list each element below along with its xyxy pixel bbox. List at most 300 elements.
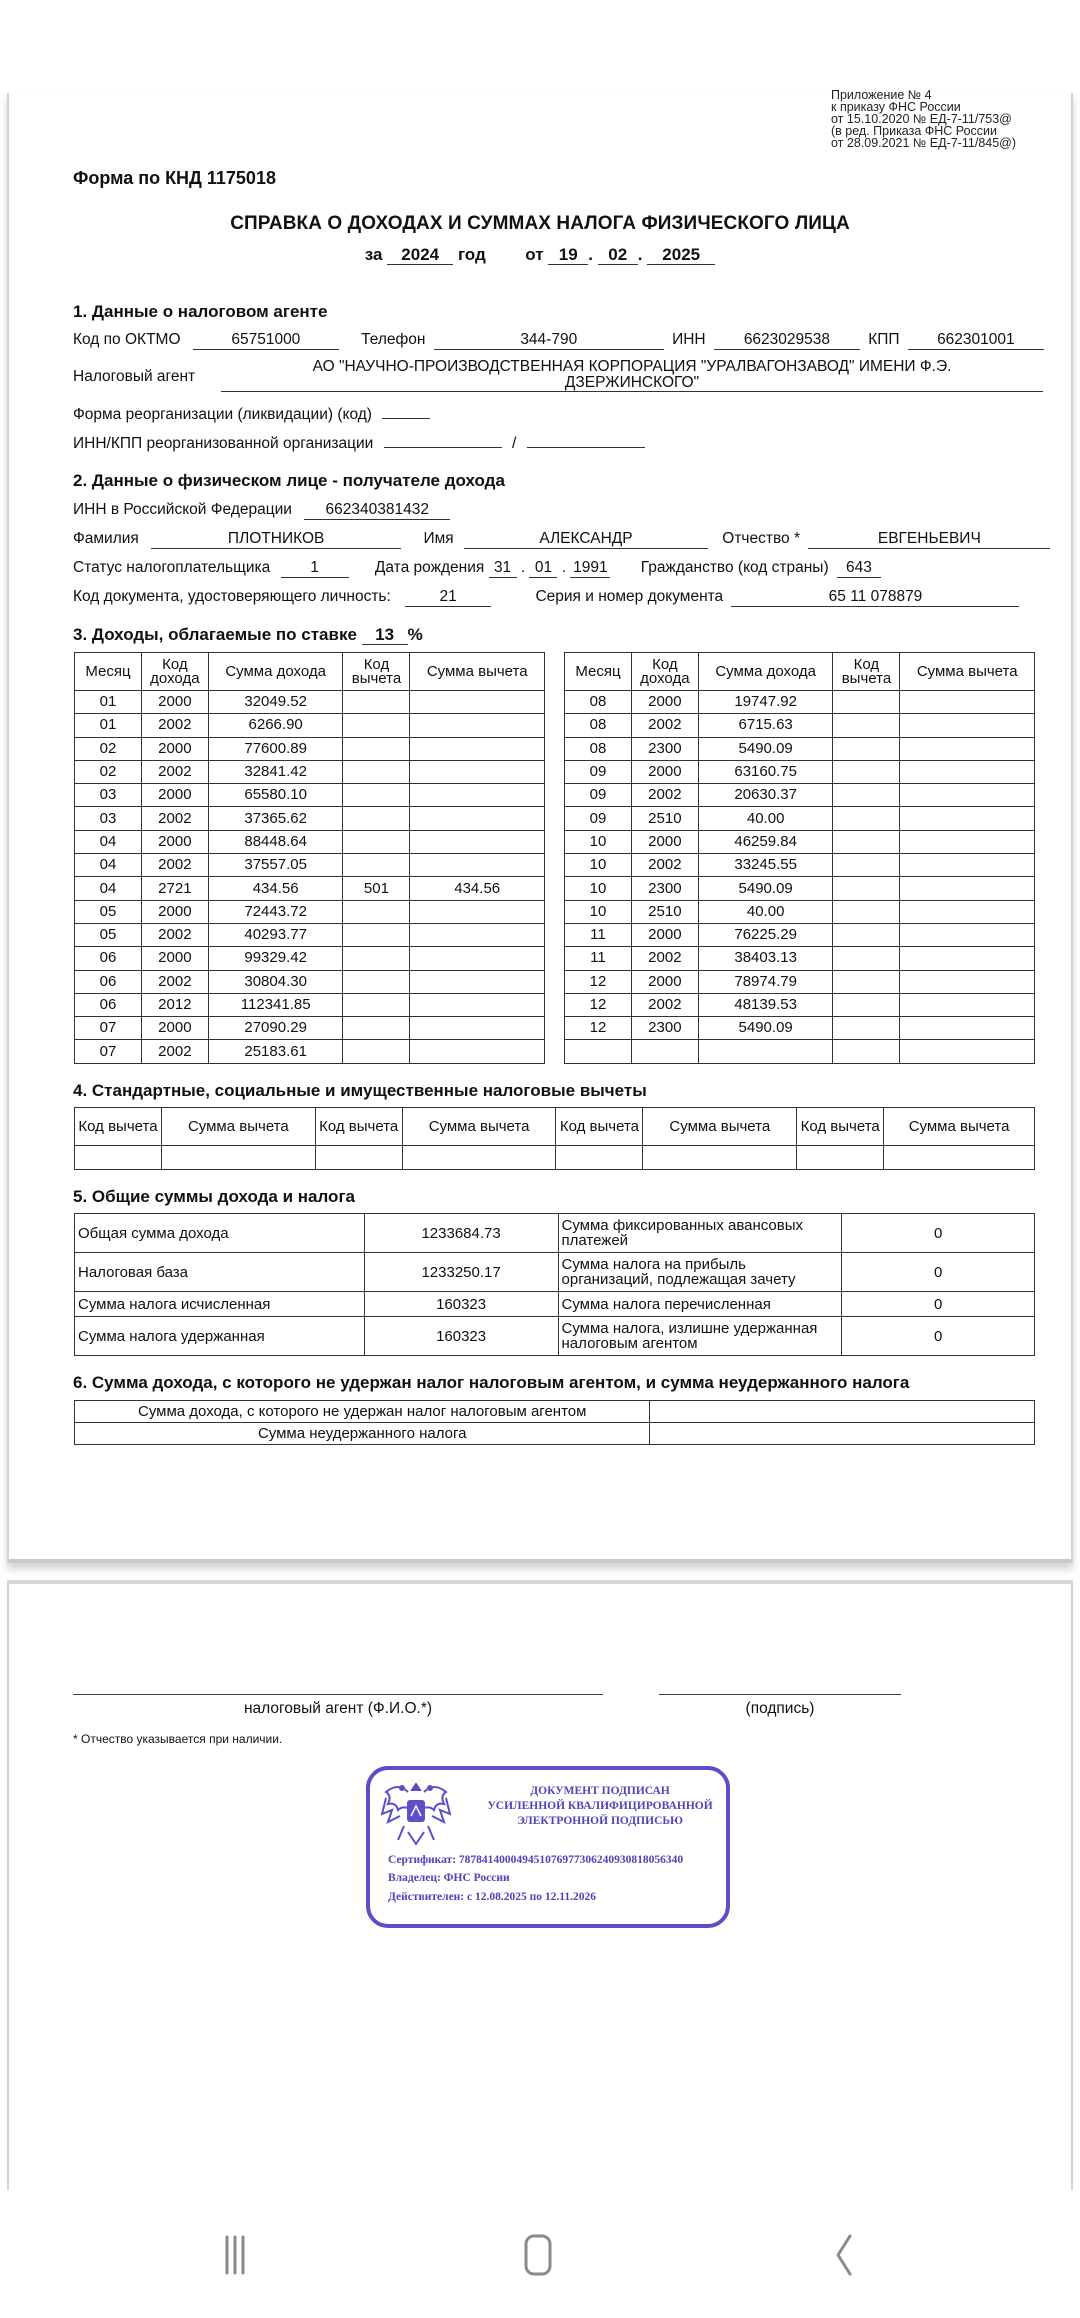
back-button[interactable] — [812, 2230, 872, 2280]
agent-kpp-value: 662301001 — [908, 331, 1044, 350]
section-5-title: 5. Общие суммы дохода и налога — [73, 1187, 355, 1206]
deduction-code-cell — [343, 1017, 410, 1040]
income-amount-cell: 5490.09 — [698, 737, 833, 760]
russian-coat-of-arms-icon — [378, 1776, 454, 1848]
month-cell: 04 — [75, 854, 142, 877]
person-status-row: Статус налогоплательщика 1 Дата рождения 31 . 01 . 1991 Гражданство (код страны) 643 — [73, 559, 881, 578]
tax-overwithheld-value: 0 — [842, 1317, 1035, 1356]
deduction-amount-cell — [410, 900, 545, 923]
identity-doc-row: Код документа, удостоверяющего личность: 21 Серия и номер документа 65 11 078879 — [73, 588, 1019, 607]
table-row — [565, 947, 1035, 970]
income-amount-cell: 72443.72 — [208, 900, 343, 923]
home-button[interactable] — [508, 2230, 568, 2280]
reorg-form-row: Форма реорганизации (ликвидации) (код) — [73, 406, 430, 424]
section-3-title: 3. Доходы, облагаемые по ставке 13 % — [73, 625, 423, 644]
doc-number-value: 65 11 078879 — [731, 588, 1019, 607]
deduction-code-cell — [343, 830, 410, 853]
income-amount-cell: 77600.89 — [208, 737, 343, 760]
income-amount-cell: 37365.62 — [208, 807, 343, 830]
income-amount-cell: 5490.09 — [698, 1017, 833, 1040]
income-code-cell: 2000 — [141, 691, 208, 714]
income-code-cell: 2002 — [141, 807, 208, 830]
table-row — [75, 900, 545, 923]
income-amount-cell: 88448.64 — [208, 830, 343, 853]
stamp-header: ДОКУМЕНТ ПОДПИСАН УСИЛЕННОЙ КВАЛИФИЦИРОВАННОЙ ЭЛЕКТРОННОЙ ПОДПИСЬЮ — [487, 1785, 713, 1827]
income-table-left — [74, 652, 545, 1064]
reorg-inn-row: ИНН/КПП реорганизованной организации / — [73, 435, 645, 453]
unwithheld-income-value — [650, 1401, 1035, 1423]
table-row — [565, 807, 1035, 830]
income-code-cell: 2002 — [141, 760, 208, 783]
profit-tax-offset-label: Сумма налога на прибыль организаций, подлежащая зачету — [558, 1253, 842, 1292]
annex-line: Приложение № 4 — [831, 88, 932, 102]
month-cell: 08 — [565, 737, 632, 760]
deduction-code-cell — [833, 854, 900, 877]
income-code-cell: 2000 — [141, 900, 208, 923]
deduction-code-cell — [343, 1040, 410, 1063]
month-cell: 03 — [75, 784, 142, 807]
income-code-cell: 2300 — [631, 737, 698, 760]
income-code-cell: 2012 — [141, 993, 208, 1016]
fixed-advance-value: 0 — [842, 1214, 1035, 1253]
deduction-amount-cell — [900, 970, 1035, 993]
income-code-cell: 2002 — [141, 714, 208, 737]
month-cell: 06 — [75, 993, 142, 1016]
deduction-code-cell: 501 — [343, 877, 410, 900]
month-cell: 03 — [75, 807, 142, 830]
income-amount-cell: 25183.61 — [208, 1040, 343, 1063]
month-cell: 07 — [75, 1040, 142, 1063]
document-title: СПРАВКА О ДОХОДАХ И СУММАХ НАЛОГА ФИЗИЧЕСКОГО ЛИЦА — [230, 213, 850, 234]
col-deduction-amount: Сумма вычета — [900, 653, 1035, 691]
income-code-cell: 2510 — [631, 807, 698, 830]
person-inn-value: 662340381432 — [304, 501, 450, 520]
deduction-code-cell — [833, 830, 900, 853]
deduction-amount-cell — [900, 923, 1035, 946]
col-deduction-amount: Сумма вычета — [161, 1108, 315, 1146]
agent-name-value: АО "НАУЧНО-ПРОИЗВОДСТВЕННАЯ КОРПОРАЦИЯ "УРАЛВАГОНЗАВОД" ИМЕНИ Ф.Э. ДЗЕРЖИНСКОГО" — [221, 359, 1043, 392]
month-cell: 08 — [565, 691, 632, 714]
table-row — [565, 784, 1035, 807]
agent-name-label: Налоговый агент — [73, 368, 196, 385]
table-row — [75, 1146, 1035, 1170]
deduction-code-cell — [343, 947, 410, 970]
income-code-cell: 2300 — [631, 1017, 698, 1040]
home-icon — [516, 2232, 560, 2278]
month-cell: 07 — [75, 1017, 142, 1040]
col-income-code: Код дохода — [141, 653, 208, 691]
table-row — [565, 877, 1035, 900]
reorg-inn-value — [384, 447, 502, 448]
income-code-cell: 2000 — [631, 830, 698, 853]
table-row — [75, 1292, 1035, 1317]
month-cell: 05 — [75, 923, 142, 946]
profit-tax-offset-value: 0 — [842, 1253, 1035, 1292]
table-row — [565, 854, 1035, 877]
table-row — [565, 923, 1035, 946]
income-code-cell: 2002 — [141, 923, 208, 946]
deduction-code-cell — [833, 1040, 900, 1063]
table-row — [565, 737, 1035, 760]
deduction-code-cell — [833, 923, 900, 946]
deduction-amount-cell — [900, 993, 1035, 1016]
tax-base-value: 1233250.17 — [364, 1253, 558, 1292]
deduction-amount-cell — [900, 900, 1035, 923]
recent-apps-icon — [215, 2233, 255, 2277]
section-2-title: 2. Данные о физическом лице - получателе дохода — [73, 471, 505, 490]
income-amount-cell: 5490.09 — [698, 877, 833, 900]
month-cell: 11 — [565, 947, 632, 970]
col-deduction-amount: Сумма вычета — [402, 1108, 556, 1146]
month-cell: 02 — [75, 737, 142, 760]
month-cell: 08 — [565, 714, 632, 737]
income-code-cell: 2000 — [631, 691, 698, 714]
month-cell: 10 — [565, 900, 632, 923]
income-code-cell: 2002 — [631, 714, 698, 737]
deduction-amount-cell — [410, 760, 545, 783]
income-amount-cell: 40293.77 — [208, 923, 343, 946]
income-amount-cell: 19747.92 — [698, 691, 833, 714]
col-deduction-code: Код вычета — [75, 1108, 162, 1146]
income-code-cell — [631, 1040, 698, 1063]
month-cell: 12 — [565, 970, 632, 993]
tax-overwithheld-label: Сумма налога, излишне удержанная налоговым агентом — [558, 1317, 842, 1356]
table-row — [75, 760, 545, 783]
tax-rate-value: 13 — [362, 626, 408, 645]
stamp-validity: Действителен: с 12.08.2025 по 12.11.2026 — [388, 1891, 596, 1903]
income-code-cell: 2002 — [141, 854, 208, 877]
deduction-amount-cell — [410, 807, 545, 830]
income-amount-cell: 48139.53 — [698, 993, 833, 1016]
table-row — [75, 1040, 545, 1063]
table-row — [75, 737, 545, 760]
deduction-code-cell — [343, 993, 410, 1016]
deduction-amount-cell — [410, 691, 545, 714]
table-row — [75, 784, 545, 807]
col-deduction-code: Код вычета — [343, 653, 410, 691]
deduction-amount-cell — [410, 1040, 545, 1063]
month-cell: 06 — [75, 947, 142, 970]
electronic-signature-stamp — [366, 1766, 730, 1928]
citizenship-value: 643 — [837, 559, 881, 578]
deduction-code-cell — [343, 691, 410, 714]
issue-year: 2025 — [647, 246, 715, 265]
stamp-owner: Владелец: ФНС России — [388, 1872, 510, 1884]
table-row — [75, 1423, 1035, 1445]
total-income-label: Общая сумма дохода — [75, 1214, 365, 1253]
income-amount-cell: 78974.79 — [698, 970, 833, 993]
deduction-code-cell — [833, 877, 900, 900]
deduction-code-cell — [343, 854, 410, 877]
annex-line: (в ред. Приказа ФНС России — [831, 124, 998, 138]
tax-calculated-value: 160323 — [364, 1292, 558, 1317]
income-amount-cell: 434.56 — [208, 877, 343, 900]
deduction-code-cell — [343, 760, 410, 783]
month-cell: 11 — [565, 923, 632, 946]
table-row — [75, 1017, 545, 1040]
month-cell: 02 — [75, 760, 142, 783]
income-amount-cell — [698, 1040, 833, 1063]
person-name-row: Фамилия ПЛОТНИКОВ Имя АЛЕКСАНДР Отчество * ЕВГЕНЬЕВИЧ — [73, 530, 1050, 549]
deduction-amount-cell — [410, 1017, 545, 1040]
table-row — [75, 1253, 1035, 1292]
deduction-code-cell — [833, 947, 900, 970]
unwithheld-table — [74, 1400, 1035, 1445]
total-income-value: 1233684.73 — [364, 1214, 558, 1253]
deduction-amount-cell — [900, 877, 1035, 900]
table-row — [565, 760, 1035, 783]
issue-month: 02 — [598, 246, 638, 265]
table-row — [565, 1017, 1035, 1040]
col-deduction-amount: Сумма вычета — [410, 653, 545, 691]
income-amount-cell: 63160.75 — [698, 760, 833, 783]
table-row — [75, 807, 545, 830]
month-cell: 05 — [75, 900, 142, 923]
deduction-code-cell — [833, 970, 900, 993]
issue-day: 19 — [548, 246, 588, 265]
month-cell: 10 — [565, 830, 632, 853]
deduction-amount-cell — [900, 1017, 1035, 1040]
deduction-code-cell — [343, 923, 410, 946]
deduction-code-cell — [833, 691, 900, 714]
col-month: Месяц — [75, 653, 142, 691]
col-deduction-code: Код вычета — [833, 653, 900, 691]
table-row — [565, 900, 1035, 923]
income-code-cell: 2000 — [141, 1017, 208, 1040]
income-amount-cell: 32841.42 — [208, 760, 343, 783]
signature-caption: (подпись) — [745, 1700, 815, 1717]
deduction-code-cell — [833, 1017, 900, 1040]
report-period-line: за 2024 год от 19 . 02 . 2025 — [9, 245, 1071, 265]
deduction-code-cell — [343, 737, 410, 760]
deduction-amount-cell — [900, 691, 1035, 714]
deduction-amount-cell — [900, 1040, 1035, 1063]
month-cell: 09 — [565, 807, 632, 830]
income-amount-cell: 32049.52 — [208, 691, 343, 714]
income-amount-cell: 40.00 — [698, 900, 833, 923]
income-amount-cell: 20630.37 — [698, 784, 833, 807]
tax-calculated-label: Сумма налога исчисленная — [75, 1292, 365, 1317]
back-icon — [822, 2232, 862, 2278]
income-code-cell: 2300 — [631, 877, 698, 900]
form-code: Форма по КНД 1175018 — [73, 168, 276, 188]
reorg-kpp-value — [527, 447, 645, 448]
col-deduction-amount: Сумма вычета — [643, 1108, 797, 1146]
reorg-code-value — [382, 418, 430, 419]
annex-line: к приказу ФНС России — [831, 100, 961, 114]
table-row — [565, 970, 1035, 993]
col-deduction-code: Код вычета — [797, 1108, 884, 1146]
totals-table — [74, 1213, 1035, 1356]
deduction-amount-cell — [410, 993, 545, 1016]
section-6-title: 6. Сумма дохода, с которого не удержан налог налоговым агентом, и сумма неудержанного налога — [73, 1373, 910, 1392]
deduction-code-cell — [343, 807, 410, 830]
deduction-amount-cell — [900, 807, 1035, 830]
deduction-code-cell — [833, 784, 900, 807]
income-code-cell: 2002 — [631, 947, 698, 970]
system-navigation-bar — [0, 2190, 1080, 2318]
deduction-amount-cell: 434.56 — [410, 877, 545, 900]
deduction-amount-cell — [410, 784, 545, 807]
deduction-amount-cell — [410, 854, 545, 877]
tax-withheld-label: Сумма налога удержанная — [75, 1317, 365, 1356]
deduction-amount-cell — [410, 737, 545, 760]
income-amount-cell: 40.00 — [698, 807, 833, 830]
birth-month-value: 01 — [529, 559, 557, 578]
table-row — [75, 830, 545, 853]
birth-day-value: 31 — [489, 559, 517, 578]
table-row — [75, 970, 545, 993]
income-code-cell: 2002 — [141, 970, 208, 993]
table-row — [75, 691, 545, 714]
annex-reference — [831, 88, 1017, 150]
taxpayer-status-value: 1 — [281, 559, 349, 578]
deduction-code-cell — [343, 714, 410, 737]
agent-codes-row: Код по ОКТМО 65751000 Телефон 344-790 ИНН 6623029538 КПП 662301001 — [73, 331, 1044, 350]
table-row — [565, 830, 1035, 853]
col-income-amount: Сумма дохода — [208, 653, 343, 691]
month-cell: 10 — [565, 877, 632, 900]
table-row — [75, 923, 545, 946]
tax-base-label: Налоговая база — [75, 1253, 365, 1292]
deduction-amount-cell — [900, 760, 1035, 783]
table-row — [565, 993, 1035, 1016]
deductions-table — [74, 1107, 1035, 1170]
table-row — [75, 993, 545, 1016]
section-1-title: 1. Данные о налоговом агенте — [73, 302, 328, 321]
income-code-cell: 2000 — [631, 923, 698, 946]
income-amount-cell: 6266.90 — [208, 714, 343, 737]
deduction-code-cell — [833, 714, 900, 737]
section-4-title: 4. Стандартные, социальные и имущественные налоговые вычеты — [73, 1081, 647, 1100]
recent-apps-button[interactable] — [205, 2230, 265, 2280]
table-row — [565, 691, 1035, 714]
income-code-cell: 2000 — [141, 947, 208, 970]
table-row — [75, 714, 545, 737]
table-row — [75, 1214, 1035, 1253]
deduction-amount-cell — [410, 970, 545, 993]
income-amount-cell: 6715.63 — [698, 714, 833, 737]
tax-transferred-label: Сумма налога перечисленная — [558, 1292, 842, 1317]
deduction-amount-cell — [900, 737, 1035, 760]
income-code-cell: 2002 — [631, 854, 698, 877]
income-amount-cell: 27090.29 — [208, 1017, 343, 1040]
month-cell: 09 — [565, 784, 632, 807]
col-income-code: Код дохода — [631, 653, 698, 691]
deduction-amount-cell — [410, 947, 545, 970]
stamp-certificate: Сертификат: 787841400049451076977306240930818056340 — [388, 1854, 684, 1866]
deduction-amount-cell — [900, 830, 1035, 853]
signature-line — [659, 1694, 901, 1695]
income-amount-cell: 76225.29 — [698, 923, 833, 946]
col-deduction-amount: Сумма вычета — [884, 1108, 1035, 1146]
month-cell: 06 — [75, 970, 142, 993]
deduction-amount-cell — [900, 854, 1035, 877]
col-deduction-code: Код вычета — [556, 1108, 643, 1146]
income-code-cell: 2000 — [141, 737, 208, 760]
table-row — [75, 947, 545, 970]
table-row — [75, 1317, 1035, 1356]
month-cell: 04 — [75, 877, 142, 900]
income-amount-cell: 38403.13 — [698, 947, 833, 970]
table-row — [565, 1040, 1035, 1063]
income-amount-cell: 33245.55 — [698, 854, 833, 877]
month-cell: 04 — [75, 830, 142, 853]
doc-code-value: 21 — [405, 588, 491, 607]
fixed-advance-label: Сумма фиксированных авансовых платежей — [558, 1214, 842, 1253]
month-cell — [565, 1040, 632, 1063]
agent-signature-line — [73, 1694, 603, 1695]
col-deduction-code: Код вычета — [315, 1108, 402, 1146]
footnote: * Отчество указывается при наличии. — [73, 1732, 283, 1746]
surname-value: ПЛОТНИКОВ — [151, 530, 401, 549]
income-amount-cell: 37557.05 — [208, 854, 343, 877]
first-name-value: АЛЕКСАНДР — [464, 530, 708, 549]
annex-line: от 15.10.2020 № ЕД-7-11/753@ — [831, 112, 1012, 126]
person-inn-row: ИНН в Российской Федерации 662340381432 — [73, 501, 450, 520]
table-row — [75, 877, 545, 900]
report-year: 2024 — [387, 246, 453, 265]
deduction-amount-cell — [900, 714, 1035, 737]
income-amount-cell: 46259.84 — [698, 830, 833, 853]
income-code-cell: 2721 — [141, 877, 208, 900]
income-amount-cell: 30804.30 — [208, 970, 343, 993]
agent-inn-value: 6623029538 — [714, 331, 860, 350]
deduction-code-cell — [343, 784, 410, 807]
document-page-2 — [7, 1580, 1073, 2190]
deduction-code-cell — [833, 900, 900, 923]
tax-transferred-value: 0 — [842, 1292, 1035, 1317]
income-code-cell: 2000 — [141, 784, 208, 807]
table-row — [565, 714, 1035, 737]
unwithheld-income-label: Сумма дохода, с которого не удержан налог налоговым агентом — [75, 1401, 650, 1423]
patronymic-value: ЕВГЕНЬЕВИЧ — [808, 530, 1050, 549]
month-cell: 01 — [75, 714, 142, 737]
income-code-cell: 2000 — [631, 970, 698, 993]
deduction-code-cell — [343, 900, 410, 923]
document-page-1 — [7, 88, 1073, 1563]
income-amount-cell: 65580.10 — [208, 784, 343, 807]
oktmo-value: 65751000 — [193, 331, 339, 350]
month-cell: 10 — [565, 854, 632, 877]
income-code-cell: 2000 — [631, 760, 698, 783]
deduction-amount-cell — [410, 923, 545, 946]
deduction-code-cell — [833, 993, 900, 1016]
phone-value: 344-790 — [434, 331, 664, 350]
deduction-amount-cell — [900, 947, 1035, 970]
deduction-amount-cell — [410, 830, 545, 853]
unwithheld-tax-value — [650, 1423, 1035, 1445]
deduction-amount-cell — [900, 784, 1035, 807]
tax-withheld-value: 160323 — [364, 1317, 558, 1356]
income-table-right — [564, 652, 1035, 1064]
deduction-code-cell — [833, 760, 900, 783]
income-code-cell: 2510 — [631, 900, 698, 923]
unwithheld-tax-label: Сумма неудержанного налога — [75, 1423, 650, 1445]
annex-line: от 28.09.2021 № ЕД-7-11/845@) — [831, 136, 1017, 150]
income-code-cell: 2002 — [631, 993, 698, 1016]
month-cell: 12 — [565, 1017, 632, 1040]
col-month: Месяц — [565, 653, 632, 691]
table-row — [75, 1401, 1035, 1423]
table-row — [75, 854, 545, 877]
income-code-cell: 2002 — [141, 1040, 208, 1063]
birth-year-value: 1991 — [570, 559, 610, 578]
agent-name-caption: налоговый агент (Ф.И.О.*) — [243, 1700, 433, 1717]
col-income-amount: Сумма дохода — [698, 653, 833, 691]
month-cell: 01 — [75, 691, 142, 714]
deduction-code-cell — [343, 970, 410, 993]
